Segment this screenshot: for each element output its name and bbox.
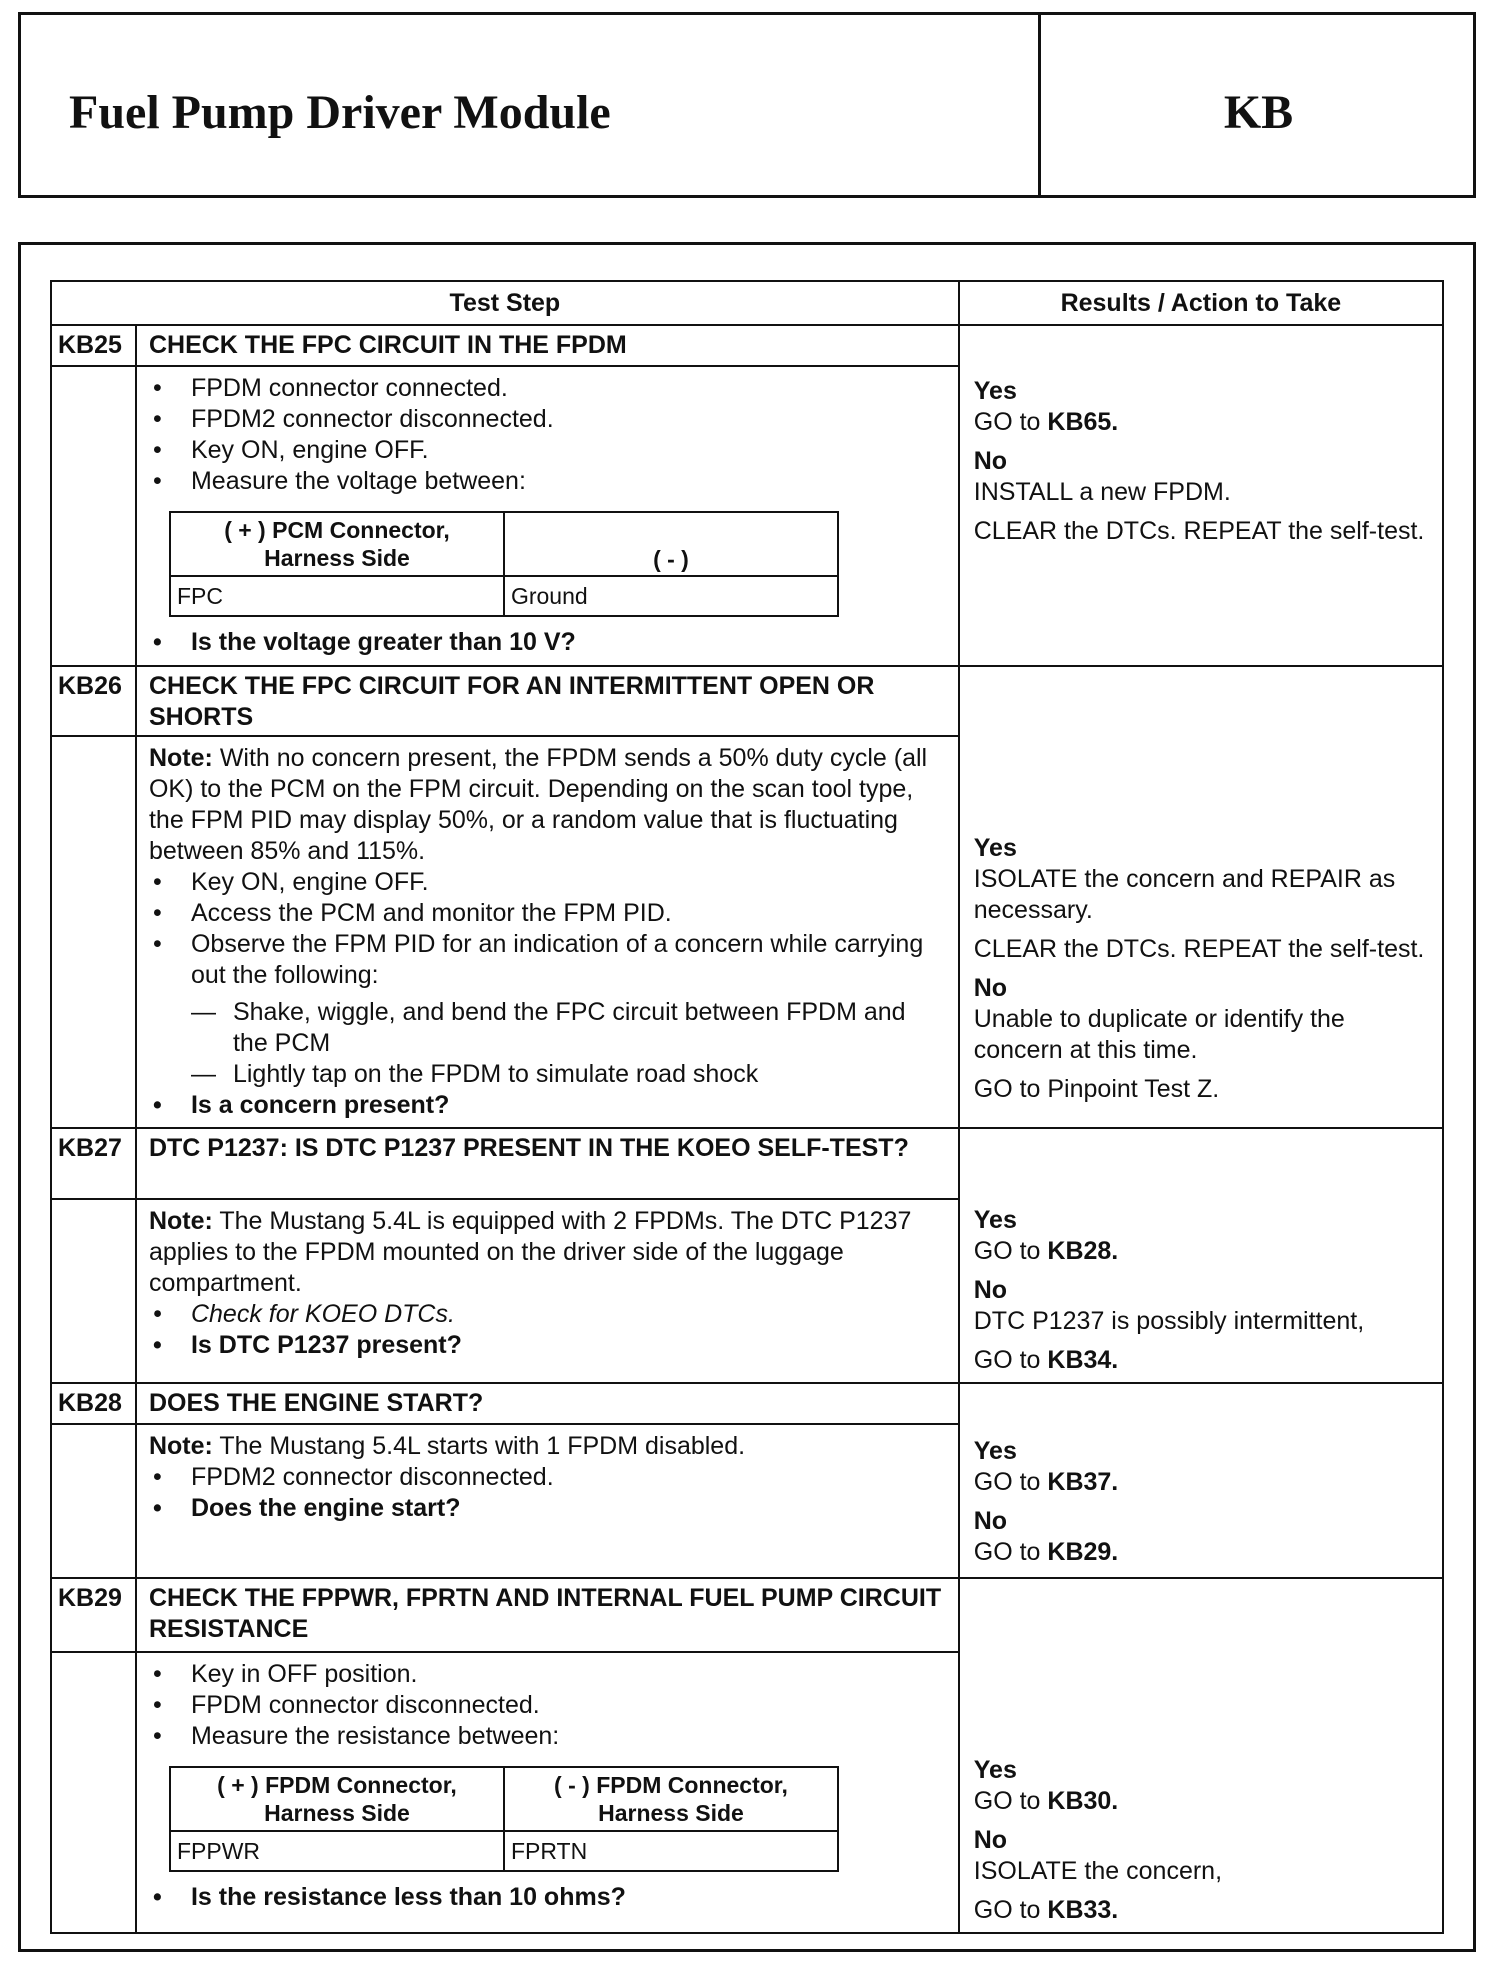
step-title: CHECK THE FPC CIRCUIT IN THE FPDM <box>136 325 959 366</box>
no-action-1: Unable to duplicate or identify the concern at this time. <box>973 1005 1345 1064</box>
no-label: No <box>973 1276 1008 1304</box>
step-note <box>149 1206 946 1299</box>
note-text: The Mustang 5.4L is equipped with 2 FPDMs. The DTC P1237 applies to the FPDM mounted on the driver side of the luggage compartment. <box>148 1207 912 1297</box>
measurement-value-negative: FPRTN <box>504 1831 838 1871</box>
no-action-2: GO to Pinpoint Test Z. <box>973 1075 1220 1103</box>
step-kb27-results <box>959 1128 1443 1383</box>
step-bullets <box>149 1659 946 1752</box>
step-question: • Does the engine start? <box>191 1493 946 1524</box>
step-question-list <box>149 1882 946 1913</box>
step-question: • Is the voltage greater than 10 V? <box>191 627 946 658</box>
step-kb29-title-row <box>51 1578 1443 1652</box>
code-spacer <box>51 366 136 666</box>
step-note <box>149 743 946 867</box>
step-code: KB28 <box>51 1383 136 1424</box>
yes-action <box>974 1467 1430 1498</box>
measurement-header-positive: ( + ) PCM Connector, Harness Side <box>170 512 504 576</box>
yes-label: Yes <box>973 834 1017 862</box>
sub-list-item: — Lightly tap on the FPDM to simulate road shock <box>233 1059 946 1090</box>
measurement-header-negative: ( - ) FPDM Connector, Harness Side <box>504 1767 838 1831</box>
goto-target: KB65. <box>1047 408 1119 436</box>
section-code: KB <box>1223 86 1294 139</box>
goto-text: GO to <box>973 1896 1041 1924</box>
step-kb25-title-row <box>51 325 1443 366</box>
step-kb25-results <box>959 325 1443 666</box>
sub-list-item: — Shake, wiggle, and bend the FPC circuit between FPDM and the PCM <box>233 997 946 1059</box>
step-bullets <box>149 1299 946 1361</box>
no-action-1: INSTALL a new FPDM. <box>973 478 1231 506</box>
step-note <box>149 1431 946 1462</box>
step-title: CHECK THE FPC CIRCUIT FOR AN INTERMITTENT OPEN OR SHORTS <box>136 666 959 736</box>
step-title: DTC P1237: IS DTC P1237 PRESENT IN THE KOEO SELF-TEST? <box>136 1128 959 1199</box>
step-code: KB27 <box>51 1128 136 1199</box>
no-action-1: ISOLATE the concern, <box>973 1857 1223 1885</box>
yes-label: Yes <box>973 1206 1017 1234</box>
step-question-list <box>149 627 946 658</box>
goto-target: KB28. <box>1047 1237 1119 1265</box>
step-question: • Is a concern present? <box>191 1090 946 1121</box>
list-item: • Check for KOEO DTCs. <box>191 1299 946 1330</box>
no-action-1: DTC P1237 is possibly intermittent, <box>973 1307 1365 1335</box>
list-item: • Measure the voltage between: <box>191 466 946 497</box>
no-action-2: CLEAR the DTCs. REPEAT the self-test. <box>973 517 1425 545</box>
step-kb28-results <box>959 1383 1443 1578</box>
goto-target: KB37. <box>1047 1468 1119 1496</box>
goto-text: GO to <box>973 408 1041 436</box>
no-action-2 <box>974 1895 1430 1926</box>
yes-action <box>974 1786 1430 1817</box>
no-label: No <box>973 1507 1008 1535</box>
step-question-list <box>149 1090 946 1121</box>
measurement-header-positive: ( + ) FPDM Connector, Harness Side <box>170 1767 504 1831</box>
measurement-value-positive: FPC <box>170 576 504 616</box>
list-item: • Measure the resistance between: <box>191 1721 946 1752</box>
list-item: • Key ON, engine OFF. <box>191 867 946 898</box>
no-label: No <box>973 447 1008 475</box>
step-sub-items <box>149 997 946 1090</box>
note-text: With no concern present, the FPDM sends a 50% duty cycle (all OK) to the PCM on the FPM circuit. Depending on the scan tool type, the FPM PID may display 50%, or a random value that is fluctuating between 85% and 115%. <box>148 744 928 865</box>
measurement-header-negative: ( - ) <box>504 512 838 576</box>
step-kb26-results <box>959 666 1443 1128</box>
page-title: Fuel Pump Driver Module <box>69 86 611 139</box>
step-kb25-body <box>136 366 959 666</box>
step-bullets <box>149 867 946 991</box>
goto-text: GO to <box>973 1787 1041 1815</box>
step-title: DOES THE ENGINE START? <box>136 1383 959 1424</box>
no-action-2 <box>974 1345 1430 1376</box>
goto-text: GO to <box>973 1538 1041 1566</box>
step-code: KB25 <box>51 325 136 366</box>
step-bullets <box>149 1462 946 1524</box>
step-kb27-body <box>136 1199 959 1383</box>
list-item: • FPDM2 connector disconnected. <box>191 1462 946 1493</box>
yes-action <box>974 408 1119 436</box>
step-title: CHECK THE FPPWR, FPRTN AND INTERNAL FUEL PUMP CIRCUIT RESISTANCE <box>136 1578 959 1652</box>
step-code: KB26 <box>51 666 136 736</box>
code-spacer <box>51 1652 136 1933</box>
list-item: • Key in OFF position. <box>191 1659 946 1690</box>
yes-action-1: ISOLATE the concern and REPAIR as necessary. <box>973 865 1396 924</box>
step-kb28-title-row <box>51 1383 1443 1424</box>
no-action <box>974 1537 1430 1568</box>
note-label: Note: <box>148 1432 213 1460</box>
step-bullets <box>149 373 946 497</box>
column-header-results: Results / Action to Take <box>959 281 1443 325</box>
list-item: • Key ON, engine OFF. <box>191 435 946 466</box>
goto-target: KB34. <box>1047 1346 1119 1374</box>
step-question: • Is the resistance less than 10 ohms? <box>191 1882 946 1913</box>
goto-text: GO to <box>973 1468 1041 1496</box>
list-item: • Access the PCM and monitor the FPM PID. <box>191 898 946 929</box>
note-label: Note: <box>148 1207 213 1235</box>
list-item: • FPDM connector connected. <box>191 373 946 404</box>
step-question: • Is DTC P1237 present? <box>191 1330 946 1361</box>
measurement-table <box>169 1766 839 1872</box>
no-label: No <box>973 974 1008 1002</box>
code-spacer <box>51 1199 136 1383</box>
step-kb27-title-row <box>51 1128 1443 1199</box>
code-spacer <box>51 1424 136 1578</box>
yes-action <box>974 1236 1430 1267</box>
measurement-table <box>169 511 839 617</box>
yes-label: Yes <box>973 1756 1017 1784</box>
goto-target: KB33. <box>1047 1896 1119 1924</box>
yes-label: Yes <box>973 377 1017 405</box>
step-code: KB29 <box>51 1578 136 1652</box>
goto-text: GO to <box>973 1237 1041 1265</box>
step-kb29-body <box>136 1652 959 1933</box>
list-item: • Observe the FPM PID for an indication of a concern while carrying out the following: <box>191 929 946 991</box>
step-kb29-results <box>959 1578 1443 1933</box>
code-spacer <box>51 736 136 1128</box>
step-kb26-body <box>136 736 959 1128</box>
test-step-table <box>50 280 1444 1934</box>
step-kb28-body <box>136 1424 959 1578</box>
yes-action-2: CLEAR the DTCs. REPEAT the self-test. <box>973 935 1425 963</box>
column-header-test-step: Test Step <box>51 281 959 325</box>
list-item: • FPDM2 connector disconnected. <box>191 404 946 435</box>
note-text: The Mustang 5.4L starts with 1 FPDM disabled. <box>219 1432 746 1460</box>
measurement-value-positive: FPPWR <box>170 1831 504 1871</box>
measurement-value-negative: Ground <box>504 576 838 616</box>
goto-target: KB29. <box>1047 1538 1119 1566</box>
list-item: • FPDM connector disconnected. <box>191 1690 946 1721</box>
page-header <box>18 12 1476 198</box>
note-label: Note: <box>148 744 213 772</box>
step-kb26-title-row <box>51 666 1443 736</box>
goto-target: KB30. <box>1047 1787 1119 1815</box>
goto-text: GO to <box>973 1346 1041 1374</box>
yes-label: Yes <box>973 1437 1017 1465</box>
no-label: No <box>973 1826 1008 1854</box>
